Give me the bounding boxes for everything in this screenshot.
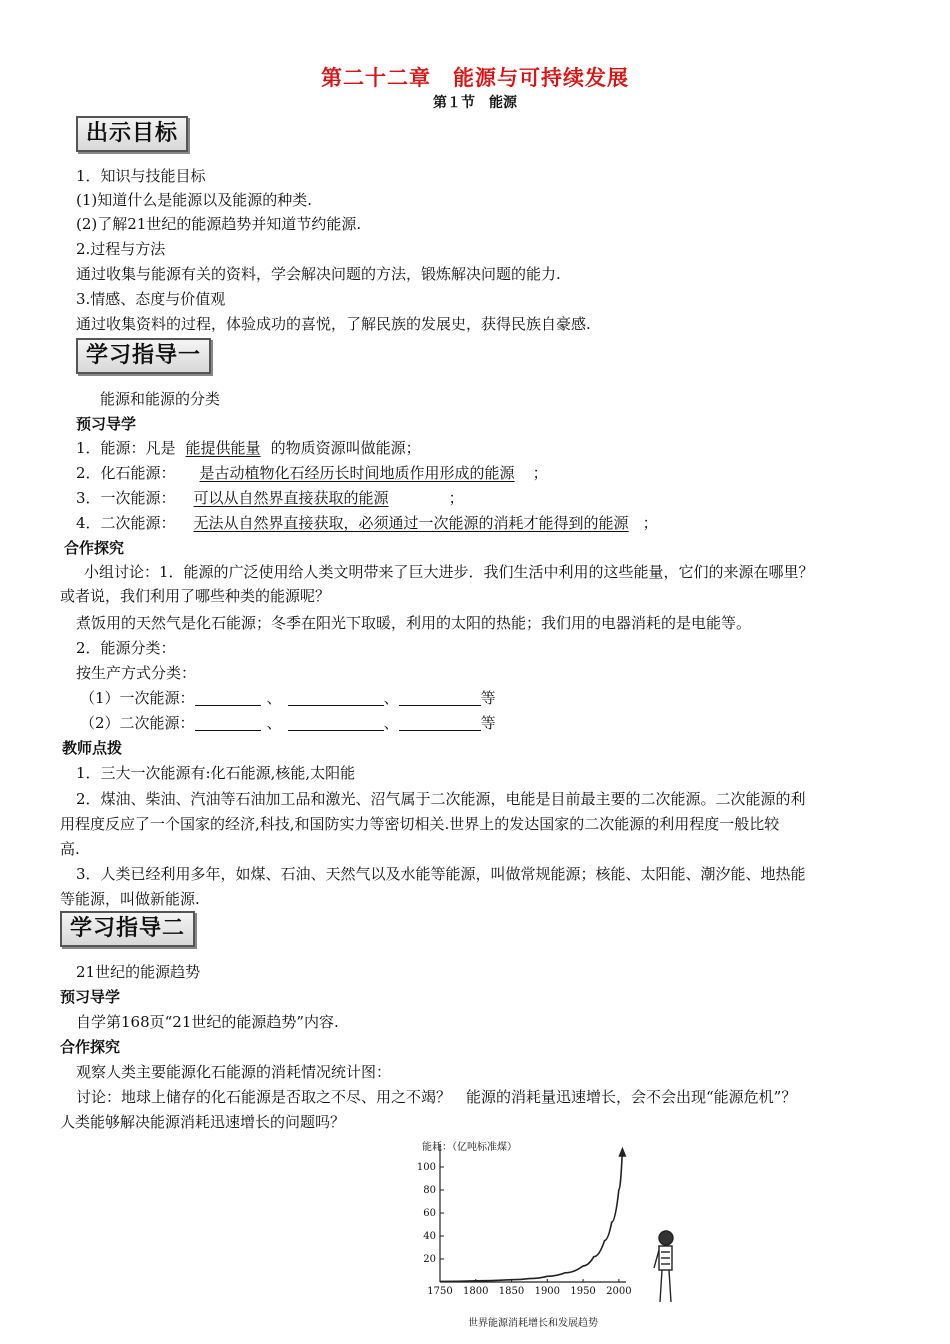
y-tick-label: 20: [423, 1254, 436, 1265]
q4-prefix: 4．二次能源：: [76, 514, 176, 532]
section-title: 第１节 能源: [433, 95, 517, 111]
x-tick-label: 1900: [534, 1286, 561, 1297]
chart-ylabel: 能耗：（亿吨标准煤）: [422, 1142, 517, 1153]
preview-q4: [76, 511, 658, 535]
primary-label: （1）一次能源：: [80, 689, 195, 707]
banner-guide1: 学习指导一: [76, 338, 211, 374]
teacher-heading: 教师点拨: [62, 739, 123, 757]
primary-sep-2: 、: [383, 689, 399, 707]
person-figure: [654, 1231, 673, 1302]
secondary-sep-2: 、: [383, 714, 399, 732]
guide1-coop-heading: 合作探究: [64, 539, 125, 557]
primary-etc: 等: [480, 689, 496, 707]
preview-q1: [76, 436, 421, 460]
goal-1b: (2)了解21世纪的能源趋势并知道节约能源.: [76, 215, 362, 233]
q4-answer: 无法从自然界直接获取，必须通过一次能源的消耗才能得到的能源: [193, 514, 629, 532]
y-tick-label: 40: [423, 1231, 436, 1242]
guide1-preview-heading: 预习导学: [76, 415, 137, 433]
goal-1: 1．知识与技能目标: [76, 167, 206, 185]
goal-3-text: 通过收集资料的过程，体验成功的喜悦，了解民族的发展史，获得民族自豪感.: [76, 315, 591, 333]
secondary-blank-1[interactable]: [195, 714, 261, 731]
secondary-blank-3[interactable]: [399, 714, 481, 731]
energy-consumption-chart: [400, 1134, 690, 1334]
secondary-energy-row: [80, 711, 496, 735]
discussion-line1: 小组讨论：1．能源的广泛使用给人类文明带来了巨大进步．我们生活中利用的这些能量，它们的来源在哪里？: [84, 563, 814, 581]
q2-suffix: ；: [532, 464, 548, 482]
q1-answer: 能提供能量: [185, 439, 261, 457]
y-tick-label: 60: [423, 1208, 436, 1219]
guide2-coop-heading: 合作探究: [60, 1038, 121, 1056]
x-tick-label: 2000: [606, 1286, 632, 1297]
guide2-topic: 21世纪的能源趋势: [76, 963, 201, 981]
q3-prefix: 3．一次能源：: [76, 489, 176, 507]
q3-answer: 可以从自然界直接获取的能源: [193, 489, 389, 507]
chapter-title: 第二十二章 能源与可持续发展: [321, 66, 629, 90]
tip-1: 1．三大一次能源有:化石能源,核能,太阳能: [76, 764, 356, 782]
classify-heading: 2．能源分类：: [76, 639, 176, 657]
guide2-observe: 观察人类主要能源化石能源的消耗情况统计图：: [76, 1063, 392, 1081]
q1-prefix: 1．能源：凡是: [76, 439, 176, 457]
primary-blank-1[interactable]: [195, 689, 261, 706]
preview-q2: [76, 461, 548, 485]
classify-by: 按生产方式分类：: [76, 664, 197, 682]
consumption-line: [440, 1150, 622, 1282]
chart-caption: 世界能源消耗增长和发展趋势: [468, 1318, 598, 1329]
q2-prefix: 2．化石能源：: [76, 464, 176, 482]
chart-ticks: [417, 1162, 632, 1297]
x-tick-label: 1800: [463, 1286, 489, 1297]
goal-2: 2.过程与方法: [76, 240, 166, 258]
tip-3-line1: 3．人类已经利用多年，如煤、石油、天然气以及水能等能源，叫做常规能源；核能、太阳能、潮汐能、地热能: [76, 865, 806, 883]
q4-suffix: ；: [642, 514, 658, 532]
y-tick-label: 100: [416, 1162, 436, 1173]
y-tick-label: 80: [423, 1185, 436, 1196]
q1-suffix: 的物质资源叫做能源；: [270, 439, 421, 457]
primary-blank-2[interactable]: [288, 689, 384, 706]
chart-svg: [400, 1134, 690, 1334]
tip-2-line3: 高.: [60, 840, 80, 858]
secondary-etc: 等: [480, 714, 496, 732]
discussion-line2: 或者说，我们利用了哪些种类的能源呢？: [60, 587, 331, 605]
secondary-blank-2[interactable]: [288, 714, 384, 731]
banner-goals: 出示目标: [76, 116, 188, 152]
guide1-topic: 能源和能源的分类: [100, 390, 221, 408]
goal-3: 3.情感、态度与价值观: [76, 290, 226, 308]
discussion-answer: 煮饭用的天然气是化石能源；冬季在阳光下取暖，利用的太阳的热能；我们用的电器消耗的是电能等。: [76, 614, 752, 632]
tip-3-line2: 等能源，叫做新能源.: [60, 890, 200, 908]
primary-blank-3[interactable]: [399, 689, 481, 706]
x-tick-label: 1750: [427, 1286, 453, 1297]
guide2-discuss-line1: 讨论：地球上储存的化石能源是否取之不尽、用之不竭？ 能源的消耗量迅速增长，会不会出现“能源危机”？: [76, 1088, 797, 1106]
goal-1a: (1)知道什么是能源以及能源的种类.: [76, 191, 313, 209]
tip-2-line2: 用程度反应了一个国家的经济,科技,和国防实力等密切相关.世界上的发达国家的二次能源的利用程度一般比较: [60, 815, 780, 833]
x-tick-label: 1850: [498, 1286, 525, 1297]
guide2-discuss-line2: 人类能够解决能源消耗迅速增长的问题吗？: [60, 1113, 346, 1131]
preview-q3: [76, 486, 464, 510]
banner-guide2: 学习指导二: [60, 911, 195, 947]
q3-suffix: ；: [448, 489, 464, 507]
goal-2-text: 通过收集与能源有关的资料，学会解决问题的方法，锻炼解决问题的能力.: [76, 265, 561, 283]
primary-energy-row: [80, 686, 496, 710]
secondary-label: （2）二次能源：: [80, 714, 195, 732]
tip-2-line1: 2．煤油、柴油、汽油等石油加工品和激光、沼气属于二次能源，电能是目前最主要的二次能源。二次能源的利: [76, 790, 806, 808]
x-tick-label: 1950: [570, 1286, 596, 1297]
q2-answer: 是古动植物化石经历长时间地质作用形成的能源: [199, 464, 515, 482]
guide2-preview-heading: 预习导学: [60, 988, 121, 1006]
chart-axes: [440, 1144, 626, 1282]
secondary-sep-1: 、: [266, 714, 282, 732]
primary-sep-1: 、: [266, 689, 282, 707]
guide2-self-study: 自学第168页“21世纪的能源趋势”内容.: [76, 1013, 339, 1031]
